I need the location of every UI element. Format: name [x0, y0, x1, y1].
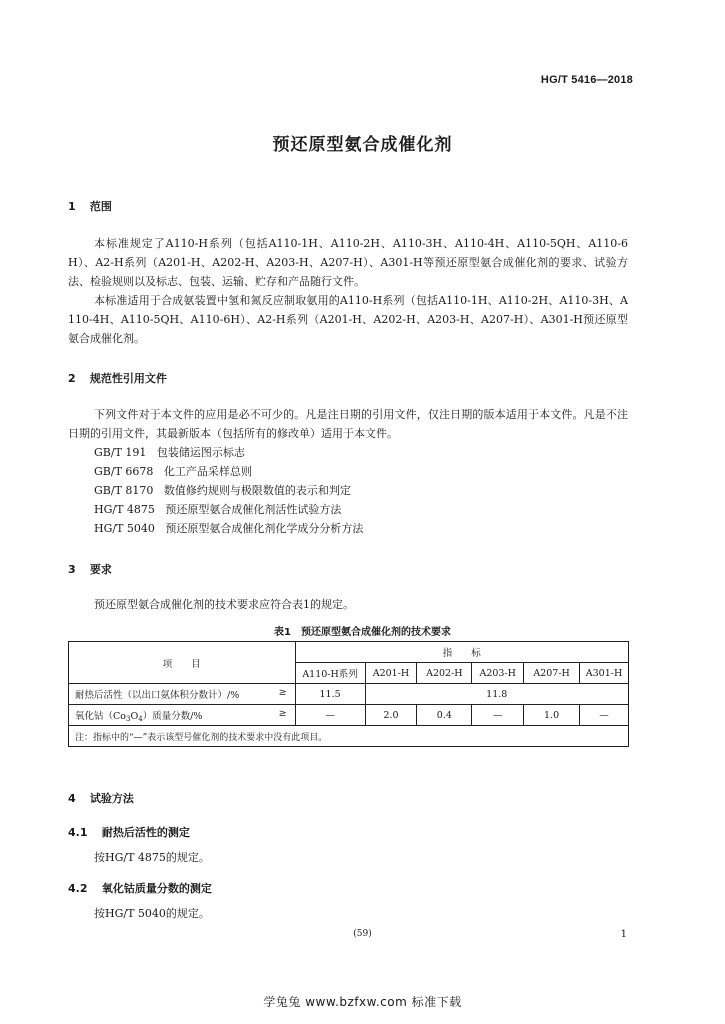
- table-cell: —: [295, 705, 365, 726]
- table-note-row: [69, 726, 629, 747]
- table-header-row: [69, 642, 629, 663]
- header-item-cell: 项 目: [69, 642, 296, 684]
- section-4-2-paragraph: 按HG/T 5040的规定。: [94, 907, 210, 920]
- normative-reference: GB/T 6678 化工产品采样总则: [94, 465, 252, 478]
- normative-reference: HG/T 5040 预还原型氨合成催化剂化学成分分析方法: [94, 522, 364, 535]
- header-index-cell: 指 标: [295, 642, 628, 663]
- page-number: 1: [620, 929, 627, 940]
- column-header: A207-H: [524, 663, 580, 684]
- column-header: A110-H系列: [295, 663, 365, 684]
- table-cell: —: [472, 705, 524, 726]
- comparison-operator: ≥: [278, 687, 287, 698]
- section-title: 规范性引用文件: [89, 372, 167, 385]
- section-3-paragraph-1: 预还原型氨合成催化剂的技术要求应符合表1的规定。: [94, 598, 354, 611]
- section-2-paragraph-1: 下列文件对于本文件的应用是必不可少的。凡是注日期的引用文件，仅注日期的版本适用于本文件。凡是不注日期的引用文件，其最新版本（包括所有的修改单）适用于本文件。: [68, 408, 628, 440]
- normative-reference: GB/T 191 包装储运图示标志: [94, 446, 245, 459]
- column-header: A201-H: [365, 663, 417, 684]
- table-cell: 11.5: [295, 684, 365, 705]
- section-1-paragraph-2: 本标准适用于合成氨装置中氢和氮反应制取氨用的A110-H系列（包括A110-1H、A110-2H、A110-3H、A110-4H、A110-5QH、A110-6H）、A2-H系列（A201-H、A202-H、A203-H、A207-H）、A301-H预还原型氨合成催化剂。: [68, 294, 628, 345]
- section-title: 范围: [89, 200, 112, 213]
- row-label: [69, 684, 296, 705]
- section-3-heading: [68, 561, 112, 577]
- section-4-2-heading: [68, 880, 212, 896]
- table-caption: 表1 预还原型氨合成催化剂的技术要求: [274, 627, 451, 638]
- page-number-center: (59): [353, 929, 372, 939]
- section-title: 耐热后活性的测定: [101, 826, 190, 839]
- table-row: [69, 684, 629, 705]
- table-cell: 1.0: [524, 705, 580, 726]
- section-1-heading: [68, 198, 112, 214]
- section-number: 1: [68, 200, 76, 213]
- section-title: 氧化钴质量分数的测定: [101, 882, 212, 895]
- table-note: 注：指标中的“—”表示该型号催化剂的技术要求中没有此项目。: [69, 726, 629, 747]
- requirements-table: [68, 641, 629, 747]
- row-label: [69, 705, 296, 726]
- table-row: [69, 705, 629, 726]
- section-1-paragraph-1: 本标准规定了A110-H系列（包括A110-1H、A110-2H、A110-3H、A110-4H、A110-5QH、A110-6H）、A2-H系列（A201-H、A202-H、A203-H、A207-H）、A301-H等预还原型氨合成催化剂的要求、试验方法、检验规则以及标志、包装、运输、贮存和产品随行文件。: [68, 237, 628, 288]
- normative-reference: HG/T 4875 预还原型氨合成催化剂活性试验方法: [94, 503, 342, 516]
- section-2-heading: [68, 370, 167, 386]
- section-number: 3: [68, 563, 76, 576]
- comparison-operator: ≥: [278, 707, 287, 719]
- table-cell: 0.4: [417, 705, 472, 726]
- download-footer: 学兔兔 www.bzfxw.com 标准下载: [263, 995, 462, 1009]
- column-header: A301-H: [580, 663, 629, 684]
- row-label-text: 氧化钴$(Co_3O_4)$质量分数/%: [75, 710, 203, 723]
- column-header: A203-H: [472, 663, 524, 684]
- section-number: 4.2: [68, 882, 88, 895]
- table-cell: 11.8: [365, 684, 628, 705]
- section-number: 2: [68, 372, 76, 385]
- row-label-text: 耐热后活性（以出口氨体积分数计）/%: [75, 690, 240, 701]
- table-cell: 2.0: [365, 705, 417, 726]
- section-4-1-heading: [68, 824, 190, 840]
- table-cell: —: [580, 705, 629, 726]
- page-title: 预还原型氨合成催化剂: [272, 135, 453, 155]
- section-4-heading: [68, 790, 134, 806]
- section-4-1-paragraph: 按HG/T 4875的规定。: [94, 851, 210, 864]
- column-header: A202-H: [417, 663, 472, 684]
- section-number: 4: [68, 792, 76, 805]
- section-title: 要求: [89, 563, 112, 576]
- section-title: 试验方法: [89, 792, 134, 805]
- section-number: 4.1: [68, 826, 88, 839]
- document-code: HG/T 5416—2018: [540, 74, 633, 86]
- normative-reference: GB/T 8170 数值修约规则与极限数值的表示和判定: [94, 484, 351, 497]
